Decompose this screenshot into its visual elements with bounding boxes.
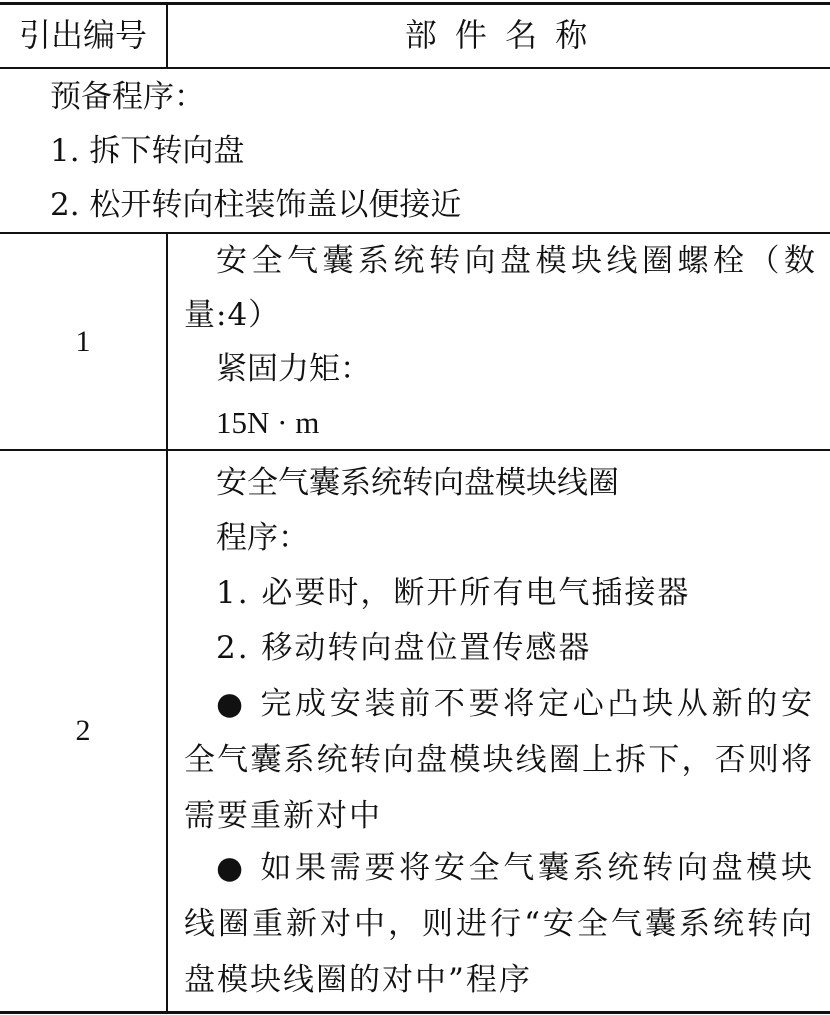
prep-title: 预备程序： <box>50 79 205 115</box>
row2-step-1: 1. 必要时，断开所有电气插接器 <box>216 575 691 611</box>
table-bottom-rule <box>0 1011 830 1014</box>
header-bottom-rule <box>0 67 830 69</box>
row2-step-2: 2. 移动转向盘位置传感器 <box>216 630 592 666</box>
body-column-divider <box>166 232 168 1012</box>
row1-torque-label: 紧固力矩： <box>216 351 371 387</box>
row2-number: 2 <box>75 714 91 747</box>
prep-step-1: 1. 拆下转向盘 <box>50 133 245 169</box>
row1-part-name: 安全气囊系统转向盘模块线圈螺栓（数量:4） <box>184 243 816 333</box>
row1-number: 1 <box>75 325 91 358</box>
prep-step-2: 2. 松开转向柱装饰盖以便接近 <box>50 187 462 223</box>
row1-torque-value: 15N · m <box>216 405 320 440</box>
row2-part-name: 安全气囊系统转向盘模块线圈 <box>216 465 619 501</box>
row2-procedure-label: 程序： <box>216 520 309 556</box>
header-number-column: 引出编号 <box>18 16 147 54</box>
header-name-column: 部 件 名 称 <box>404 16 592 54</box>
row2-note-2: ● 如果需要将安全气囊系统转向盘模块线圈重新对中，则进行“安全气囊系统转向盘模块线圈的对中”程序 <box>184 850 814 998</box>
row2-note-1: ● 完成安装前不要将定心凸块从新的安全气囊系统转向盘模块线圈上拆下，否则将需要重新对中 <box>184 686 814 834</box>
row1-bottom-rule <box>0 449 830 451</box>
